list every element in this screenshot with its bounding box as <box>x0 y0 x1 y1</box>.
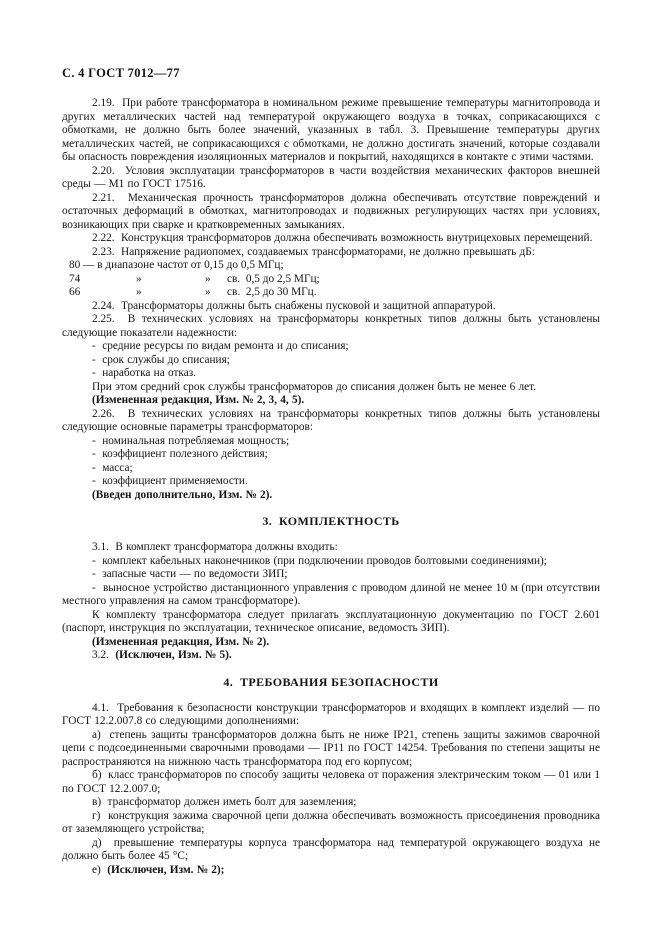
page-header: С. 4 ГОСТ 7012—77 <box>62 66 180 80</box>
paragraph: - коэффициент применяемости. <box>92 475 248 487</box>
clause-number: е) <box>92 863 108 876</box>
paragraph: а) степень защиты трансформаторов должна быть не ниже IP21, степень защиты зажимов сварочной цепи с подсоединенными сварочными проводами — IP11 по ГОСТ 14254. Требования по степени защиты не распространяются на нижнюю часть трансформатора под его корпусом; <box>62 728 600 768</box>
noise-level-value: 66 <box>69 286 81 298</box>
ditto-mark: » <box>136 286 142 298</box>
paragraph: 3.1. В комплект трансформатора должны входить: <box>92 541 338 553</box>
paragraph: - комплект кабельных наконечников (при подключении проводов болтовыми соединениями); <box>92 554 547 567</box>
paragraph: г) конструкция зажима сварочной цепи должна обеспечивать возможность присоединения проводника от заземляющего устройства; <box>62 809 600 835</box>
paragraph: б) класс трансформаторов по способу защиты человека от поражения электрическим током — 01 или 1 по ГОСТ 12.2.007.0; <box>62 769 600 795</box>
amendment-note: (Исключен, Изм. № 5). <box>115 649 232 661</box>
paragraph: 2.21. Механическая прочность трансформаторов должна обеспечивать отсутствие повреждений и остаточных деформаций в обмотках, магнитопроводах и подвижных регулирующих частях при условиях, возникающих при сварке и кратковременных замыканиях. <box>62 191 600 231</box>
paragraph: - срок службы до списания; <box>92 353 230 366</box>
paragraph: 4.1. Требования к безопасности конструкции трансформаторов и входящих в комплект изделий — по ГОСТ 12.2.007.8 со следующими дополнениями: <box>62 701 600 727</box>
paragraph: в) трансформатор должен иметь болт для заземления; <box>92 796 357 808</box>
ditto-mark: » <box>136 272 142 285</box>
amendment-note: (Введен дополнительно, Изм. № 2). <box>92 488 273 501</box>
frequency-range: св. 2,5 до 30 МГц. <box>227 286 317 298</box>
frequency-range: св. 0,5 до 2,5 МГц; <box>227 272 320 285</box>
radio-noise-line <box>62 273 600 287</box>
paragraph: - средние ресурсы по видам ремонта и до списания; <box>92 340 349 352</box>
section-heading: 4. ТРЕБОВАНИЯ БЕЗОПАСНОСТИ <box>223 674 439 689</box>
paragraph: При этом средний срок службы трансформаторов до списания должен быть не менее 6 лет. <box>92 380 537 393</box>
paragraph: 2.22. Конструкция трансформаторов должна обеспечивать возможность внутрицеховых перемещений. <box>92 232 593 244</box>
clause-number: 3.2. <box>92 649 116 661</box>
paragraph: - выносное устройство дистанционного управления с проводом длиной не менее 10 м (при отсутствии местного управления на самом трансформаторе). <box>62 581 600 607</box>
paragraph: - масса; <box>92 461 133 474</box>
amendment-note: (Измененная редакция, Изм. № 2). <box>92 635 270 648</box>
paragraph <box>62 649 600 663</box>
noise-level-value: 74 <box>69 272 81 285</box>
paragraph: 2.19. При работе трансформатора в номинальном режиме превышение температуры магнитопровода и других металлических частей над температурой окружающего воздуха в точках, соприкасающихся с обмотками, не должно быть более значений, указанных в табл. 3. Превышение температуры других металлических частей, не соприкасающихся с обмотками, не должно достигать значений, которые создавали бы опасность повреждения изоляционных материалов и покрытий, находящихся в контакте с этими частями. <box>62 97 600 163</box>
ditto-mark: » <box>205 272 211 285</box>
section-heading: 3. КОМПЛЕКТНОСТЬ <box>262 514 400 528</box>
radio-noise-line: 80 — в диапазоне частот от 0,15 до 0,5 МГц; <box>69 259 284 271</box>
paragraph: 2.26. В технических условиях на трансформаторы конкретных типов должны быть установлены следующие основные параметры трансформаторов: <box>62 407 600 433</box>
amendment-note: (Исключен, Изм. № 2); <box>107 863 225 876</box>
paragraph <box>62 864 600 878</box>
amendment-note: (Измененная редакция, Изм. № 2, 3, 4, 5). <box>92 394 305 406</box>
ditto-mark: » <box>205 286 211 298</box>
document-content <box>62 66 600 877</box>
paragraph: 2.20. Условия эксплуатации трансформаторов в части воздействия механических факторов внешней среды — М1 по ГОСТ 17516. <box>62 164 600 190</box>
paragraph: 2.25. В технических условиях на трансформаторы конкретных типов должны быть установлены следующие показатели надежности: <box>62 313 600 339</box>
paragraph: 2.23. Напряжение радиопомех, создаваемых трансформаторами, не должно превышать дБ: <box>92 245 535 258</box>
paragraph: - номинальная потребляемая мощность; <box>92 434 290 447</box>
paragraph: 2.24. Трансформаторы должны быть снабжены пусковой и защитной аппаратурой. <box>92 299 496 312</box>
paragraph: - наработка на отказ. <box>92 367 197 379</box>
radio-noise-line <box>62 286 600 300</box>
paragraph: д) превышение температуры корпуса трансформатора над температурой окружающего воздуха не должно быть более 45 °С; <box>62 836 600 862</box>
paragraph: К комплекту трансформатора следует прилагать эксплуатационную документацию по ГОСТ 2.601 (паспорт, инструкция по эксплуатации, техническое описание, ведомость ЗИП). <box>62 608 600 634</box>
paragraph: - коэффициент полезного действия; <box>92 448 268 460</box>
paragraph: - запасные части — по ведомости ЗИП; <box>92 568 288 580</box>
